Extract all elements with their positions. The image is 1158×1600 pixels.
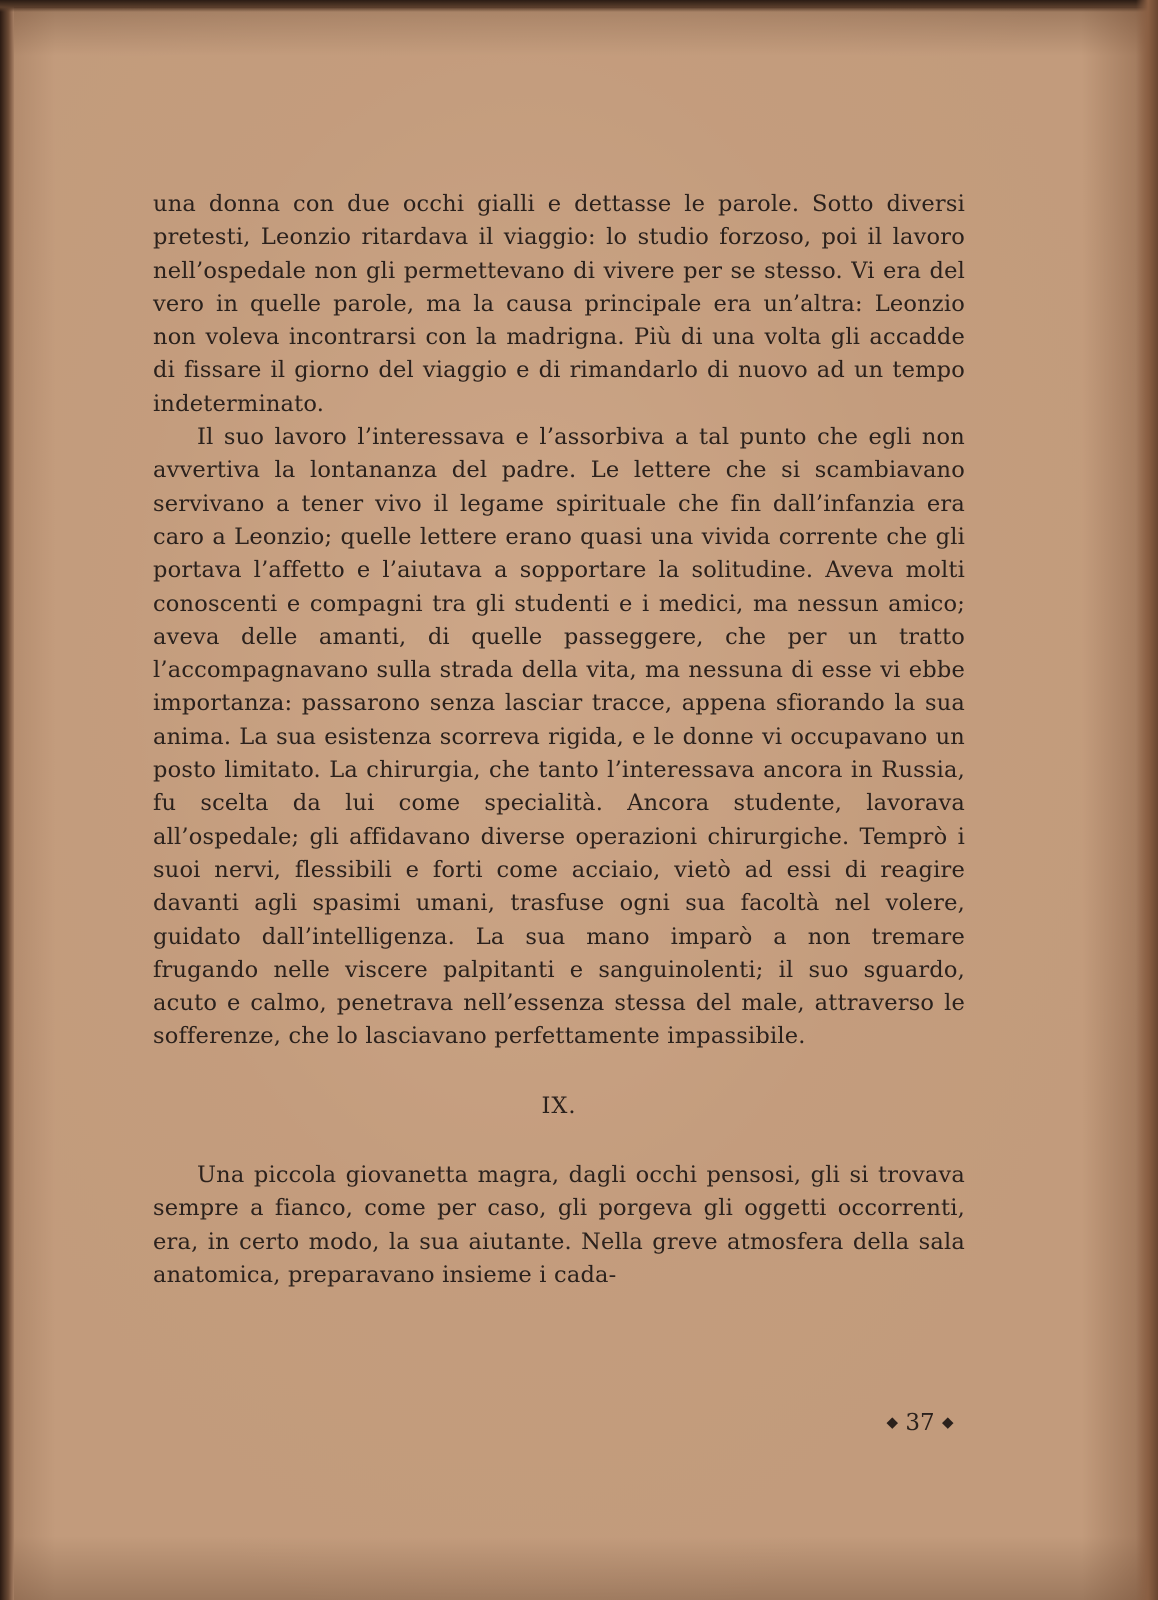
page-footer [860,1410,980,1436]
paragraph-2: Il suo lavoro l’interessava e l’assorbiva a tal punto che egli non avvertiva la lontananza del padre. Le lettere che si scambiavano servivano a tener vivo il legame spirituale che fin dall’infanzia era caro a Leonzio; quelle lettere erano quasi una vivida corrente che gli portava l’affetto e l’aiutava a sopportare la solitudine. Aveva molti conoscenti e compagni tra gli studenti e i medici, ma nessun amico; aveva delle amanti, di quelle passeggere, che per un tratto l’accompagnavano sulla strada della vita, ma nessuna di esse vi ebbe importanza: passarono senza lasciar tracce, appena sfiorando la sua anima. La sua esistenza scorreva rigida, e le donne vi occupavano un posto limitato. La chirurgia, che tanto l’interessava ancora in Russia, fu scelta da lui come specialità. Ancora studente, lavorava all’ospedale; gli affidavano diverse operazioni chirurgiche. Temprò i suoi nervi, flessibili e forti come acciaio, vietò ad essi di reagire davanti agli spasimi umani, trasfuse ogni sua facoltà nel volere, guidato dall’intelligenza. La sua mano imparò a non tremare frugando nelle viscere palpitanti e sanguinolenti; il suo sguardo, acuto e calmo, penetrava nell’essenza stessa del male, attraverso le sofferenze, che lo lasciavano perfettamente impassibile. [153,424,965,1050]
page-right-edge [1136,0,1158,1600]
paragraph-1: una donna con due occhi gialli e dettasse le parole. Sotto diversi pretesti, Leonzio ritardava il viaggio: lo studio forzoso, poi il lavoro nell’ospedale non gli permettevano di vivere per se stesso. Vi era del vero in quelle parole, ma la causa principale era un’altra: Leonzio non voleva incontrarsi con la madrigna. Più di una volta gli accadde di fissare il giorno del viaggio e di rimandarlo di nuovo ad un tempo indeterminato. [153,191,965,417]
page-left-edge [0,0,14,1600]
body-text [153,188,965,1292]
ornament-left-icon: ◆ [886,1413,899,1431]
chapter-heading: IX. [541,1092,577,1119]
ornament-right-icon: ◆ [941,1413,954,1431]
page-top-edge [0,0,1158,12]
paragraph-3: Una piccola giovanetta magra, dagli occhi pensosi, gli si trovava sempre a fianco, come per caso, gli porgeva gli oggetti occorrenti, era, in certo modo, la sua aiutante. Nella greve atmosfera della sala anatomica, preparavano insieme i cada- [153,1162,965,1288]
page-number: 37 [905,1410,935,1436]
